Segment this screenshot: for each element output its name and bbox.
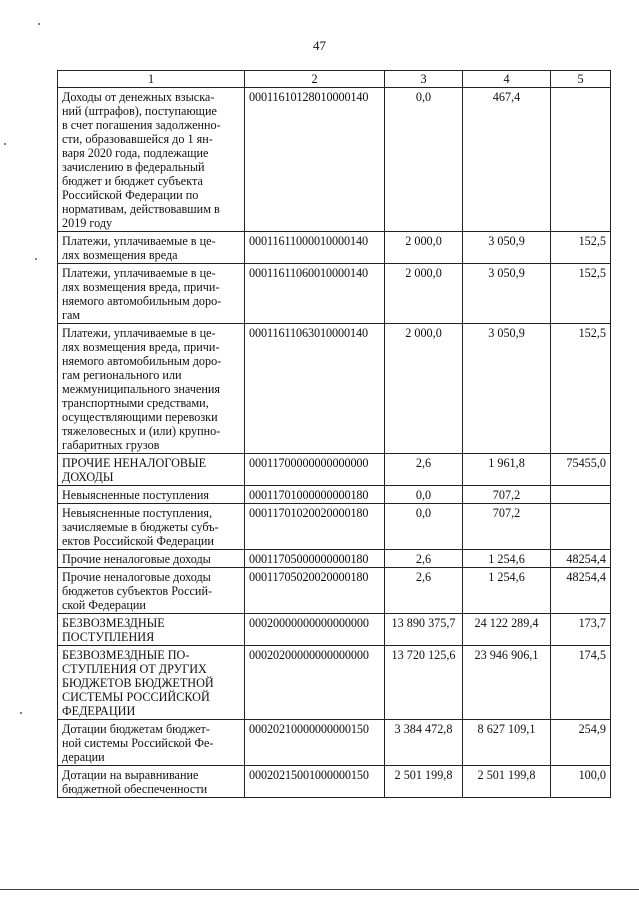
- revenue-table: [57, 70, 611, 798]
- table-row: [58, 486, 611, 504]
- row-name-cell: Дотации на выравнивание бюджетной обеспеченности: [58, 766, 245, 798]
- row-fact-cell: 24 122 289,4: [463, 614, 551, 646]
- row-plan-cell: 13 720 125,6: [385, 646, 463, 720]
- row-name-cell: Невыясненные поступления: [58, 486, 245, 504]
- row-code-cell: 00011611060010000140: [245, 264, 385, 324]
- row-plan-cell: 13 890 375,7: [385, 614, 463, 646]
- row-percent-cell: 75455,0: [551, 454, 611, 486]
- row-percent-cell: [551, 88, 611, 232]
- row-plan-cell: 2,6: [385, 568, 463, 614]
- table-row: [58, 766, 611, 798]
- column-header: 5: [551, 71, 611, 88]
- row-code-cell: 00011705000000000180: [245, 550, 385, 568]
- row-fact-cell: 1 254,6: [463, 568, 551, 614]
- row-code-cell: 00020210000000000150: [245, 720, 385, 766]
- row-percent-cell: 48254,4: [551, 568, 611, 614]
- table-row: [58, 550, 611, 568]
- scan-speck: [4, 143, 6, 145]
- row-plan-cell: 3 384 472,8: [385, 720, 463, 766]
- row-code-cell: 00011705020020000180: [245, 568, 385, 614]
- row-fact-cell: 23 946 906,1: [463, 646, 551, 720]
- row-fact-cell: 2 501 199,8: [463, 766, 551, 798]
- row-percent-cell: [551, 504, 611, 550]
- row-percent-cell: 152,5: [551, 264, 611, 324]
- table-row: [58, 88, 611, 232]
- row-name-cell: Прочие неналоговые доходы: [58, 550, 245, 568]
- column-header: 3: [385, 71, 463, 88]
- row-percent-cell: 174,5: [551, 646, 611, 720]
- row-plan-cell: 2,6: [385, 550, 463, 568]
- table-row: [58, 720, 611, 766]
- row-fact-cell: 707,2: [463, 486, 551, 504]
- table-row: [58, 646, 611, 720]
- row-code-cell: 00011700000000000000: [245, 454, 385, 486]
- row-code-cell: 00011611063010000140: [245, 324, 385, 454]
- column-number-row: [58, 71, 611, 88]
- row-plan-cell: 0,0: [385, 486, 463, 504]
- row-code-cell: 00020215001000000150: [245, 766, 385, 798]
- table-row: [58, 568, 611, 614]
- table-row: [58, 232, 611, 264]
- row-name-cell: Прочие неналоговые доходы бюджетов субъектов Россий- ской Федерации: [58, 568, 245, 614]
- row-name-cell: БЕЗВОЗМЕЗДНЫЕ ПО- СТУПЛЕНИЯ ОТ ДРУГИХ БЮДЖЕТОВ БЮДЖЕТНОЙ СИСТЕМЫ РОССИЙСКОЙ ФЕДЕРАЦИИ: [58, 646, 245, 720]
- row-fact-cell: 467,4: [463, 88, 551, 232]
- column-header: 2: [245, 71, 385, 88]
- row-fact-cell: 8 627 109,1: [463, 720, 551, 766]
- row-code-cell: 00020200000000000000: [245, 646, 385, 720]
- row-plan-cell: 0,0: [385, 504, 463, 550]
- row-code-cell: 00011610128010000140: [245, 88, 385, 232]
- row-code-cell: 00020000000000000000: [245, 614, 385, 646]
- row-name-cell: Платежи, уплачиваемые в це- лях возмещения вреда, причи- няемого автомобильным доро- гам: [58, 264, 245, 324]
- scan-speck: [35, 258, 37, 260]
- scan-speck: [38, 23, 40, 25]
- row-percent-cell: 173,7: [551, 614, 611, 646]
- row-plan-cell: 2 501 199,8: [385, 766, 463, 798]
- table-row: [58, 264, 611, 324]
- table-row: [58, 324, 611, 454]
- row-fact-cell: 3 050,9: [463, 264, 551, 324]
- row-plan-cell: 2 000,0: [385, 264, 463, 324]
- row-name-cell: Платежи, уплачиваемые в це- лях возмещения вреда: [58, 232, 245, 264]
- page-number: 47: [313, 38, 326, 53]
- row-fact-cell: 1 254,6: [463, 550, 551, 568]
- row-percent-cell: 254,9: [551, 720, 611, 766]
- row-plan-cell: 0,0: [385, 88, 463, 232]
- row-name-cell: Дотации бюджетам бюджет- ной системы Российской Фе- дерации: [58, 720, 245, 766]
- row-plan-cell: 2,6: [385, 454, 463, 486]
- row-name-cell: ПРОЧИЕ НЕНАЛОГОВЫЕ ДОХОДЫ: [58, 454, 245, 486]
- row-plan-cell: 2 000,0: [385, 324, 463, 454]
- column-header: 4: [463, 71, 551, 88]
- row-fact-cell: 3 050,9: [463, 324, 551, 454]
- table-row: [58, 504, 611, 550]
- table-row: [58, 454, 611, 486]
- scan-edge-line: [0, 889, 639, 890]
- row-code-cell: 00011701020020000180: [245, 504, 385, 550]
- row-plan-cell: 2 000,0: [385, 232, 463, 264]
- table-row: [58, 614, 611, 646]
- row-percent-cell: 48254,4: [551, 550, 611, 568]
- scan-speck: [20, 712, 22, 714]
- row-fact-cell: 707,2: [463, 504, 551, 550]
- row-name-cell: Доходы от денежных взыска- ний (штрафов), поступающие в счет погашения задолженно- сти, образовавшейся до 1 ян- варя 2020 года, подлежащие зачислению в федеральный бюджет и бюджет субъекта Российской Федерации по нормативам, действовавшим в 2019 году: [58, 88, 245, 232]
- row-code-cell: 00011611000010000140: [245, 232, 385, 264]
- row-percent-cell: 152,5: [551, 232, 611, 264]
- table-body: [58, 88, 611, 798]
- row-percent-cell: [551, 486, 611, 504]
- row-name-cell: Невыясненные поступления, зачисляемые в бюджеты субъ- ектов Российской Федерации: [58, 504, 245, 550]
- row-fact-cell: 3 050,9: [463, 232, 551, 264]
- row-name-cell: Платежи, уплачиваемые в це- лях возмещения вреда, причи- няемого автомобильным доро- гам регионального или межмуниципального значения транспортными средствами, осуществляющими перевозки тяжеловесных и (или) крупно- габаритных грузов: [58, 324, 245, 454]
- column-header: 1: [58, 71, 245, 88]
- row-name-cell: БЕЗВОЗМЕЗДНЫЕ ПОСТУПЛЕНИЯ: [58, 614, 245, 646]
- row-percent-cell: 100,0: [551, 766, 611, 798]
- row-fact-cell: 1 961,8: [463, 454, 551, 486]
- row-code-cell: 00011701000000000180: [245, 486, 385, 504]
- row-percent-cell: 152,5: [551, 324, 611, 454]
